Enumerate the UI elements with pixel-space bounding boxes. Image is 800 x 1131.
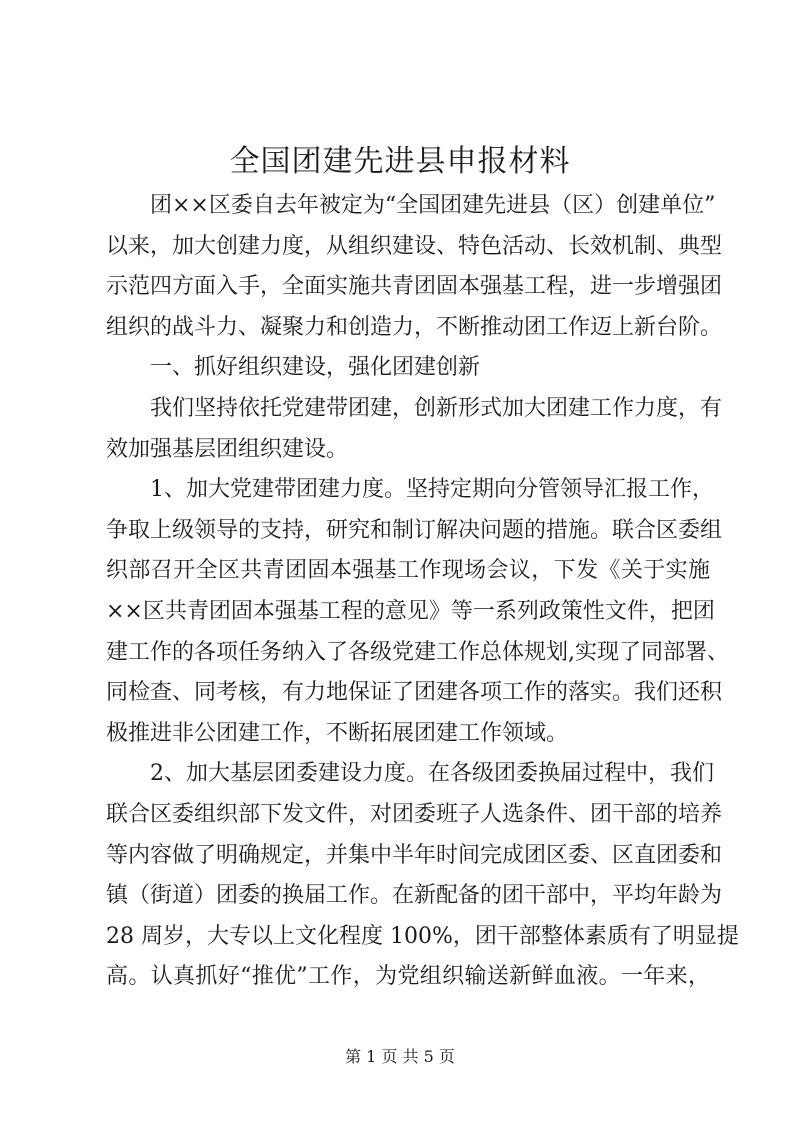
text-line: 效加强基层团组织建设。: [106, 436, 349, 462]
text-line: 极推进非公团建工作，不断拓展团建工作领域。: [106, 720, 569, 746]
text-line: 2、加大基层团委建设力度。在各级团委换届过程中，我们: [150, 761, 714, 787]
text-line: 以来，加大创建力度，从组织建设、特色活动、长效机制、典型: [106, 233, 723, 259]
document-title: 全国团建先进县申报材料: [229, 144, 571, 179]
text-line: 28 周岁，大专以上文化程度 100%，团干部整体素质有了明显提: [106, 923, 739, 949]
document-body: [106, 186, 739, 998]
text-line: 1、加大党建带团建力度。坚持定期向分管领导汇报工作，: [150, 477, 714, 503]
text-line: 等内容做了明确规定，并集中半年时间完成团区委、区直团委和: [106, 842, 723, 868]
text-line: 高。认真抓好“推优”工作，为党组织输送新鲜血液。一年来，: [106, 964, 710, 990]
text-line: 同检查、同考核，有力地保证了团建各项工作的落实。我们还积: [106, 680, 723, 706]
text-line: 示范四方面入手，全面实施共青团固本强基工程，进一步增强团: [106, 274, 723, 300]
text-line: ××区共青团固本强基工程的意见》等一系列政策性文件，把团: [106, 598, 715, 624]
page-footer: 第 1 页 共 5 页: [345, 1047, 455, 1066]
text-line: 团××区委自去年被定为“全国团建先进县（区）创建单位”: [150, 193, 716, 218]
text-line: 建工作的各项任务纳入了各级党建工作总体规划,实现了同部署、: [106, 639, 729, 665]
text-line: 联合区委组织部下发文件，对团委班子人选条件、团干部的培养: [106, 801, 723, 827]
text-line: 争取上级领导的支持，研究和制订解决问题的措施。联合区委组: [106, 517, 723, 543]
text-line: 镇（街道）团委的换届工作。在新配备的团干部中，平均年龄为: [106, 883, 723, 909]
text-line: 我们坚持依托党建带团建，创新形式加大团建工作力度，有: [150, 395, 723, 421]
section-heading: 一、抓好组织建设，强化团建创新: [150, 355, 481, 381]
text-line: 组织的战斗力、凝聚力和创造力，不断推动团工作迈上新台阶。: [106, 314, 723, 340]
text-line: 织部召开全区共青团固本强基工作现场会议，下发《关于实施: [106, 558, 710, 584]
